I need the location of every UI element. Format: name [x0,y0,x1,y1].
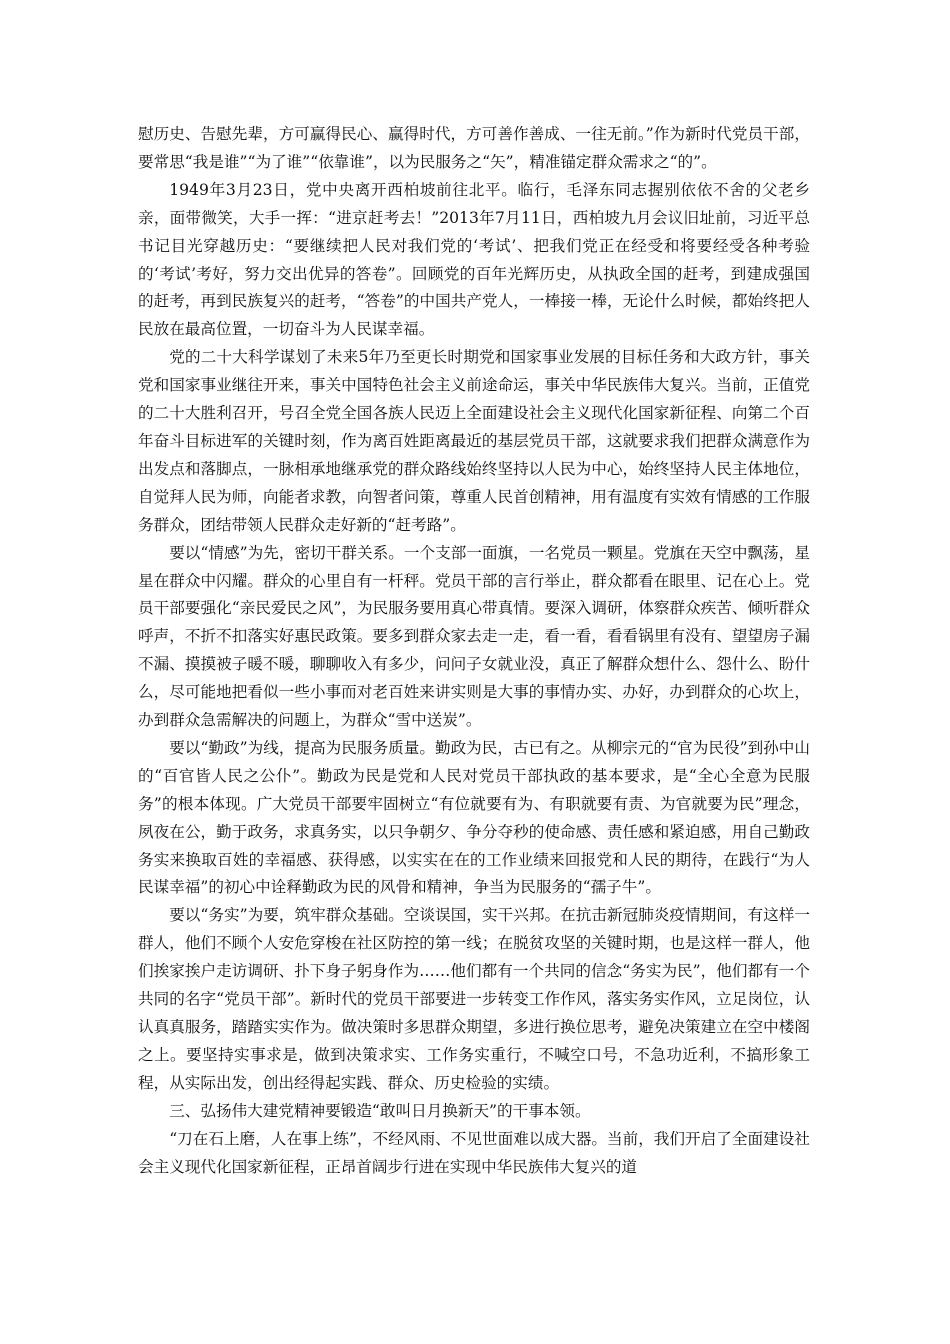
paragraph-emotion: 要以“情感”为先，密切干群关系。一个支部一面旗，一名党员一颗星。党旗在天空中飘荡，星星在群众中闪耀。群众的心里自有一杆秤。党员干部的言行举止，群众都看在眼里、记在心上。党员干部要强化“亲民爱民之风”，为民服务要用真心带真情。要深入调研，体察群众疾苦、倾听群众呼声，不折不扣落实好惠民政策。要多到群众家去走一走，看一看，看看锅里有没有、望望房子漏不漏、摸摸被子暖不暖，聊聊收入有多少，问问子女就业没，真正了解群众想什么、怨什么、盼什么，尽可能地把看似一些小事而对老百姓来讲实则是大事的事情办实、办好，办到群众的心坎上，办到群众急需解决的问题上，为群众“雪中送炭”。 [138,543,810,730]
section-heading-three: 三、弘扬伟大建党精神要锻造“敢叫日月换新天”的干事本领。 [169,1101,591,1120]
paragraph-knife-on-stone: “刀在石上磨，人在事上练”，不经风雨、不见世面难以成大器。当前，我们开启了全面建设社会主义现代化国家新征程，正昂首阔步行进在实现中华民族伟大复兴的道 [138,1129,810,1176]
paragraph-xibaipo: 1949年3月23日，党中央离开西柏坡前往北平。临行，毛泽东同志握别依依不舍的父老乡亲，面带微笑，大手一挥：“进京赶考去！”2013年7月11日，西柏坡九月会议旧址前，习近平总书记目光穿越历史：“要继续把人民对我们党的‘考试’、把我们党正在经受和将要经受各种考验的‘考试’考好，努力交出优异的答卷”。回顾党的百年光辉历史，从执政全国的赶考，到建成强国的赶考，再到民族复兴的赶考，“答卷”的中国共产党人，一棒接一棒，无论什么时候，都始终把人民放在最高位置，一切奋斗为人民谋幸福。 [138,180,810,339]
document-body [138,121,810,1181]
paragraph-pragmatism: 要以“务实”为要，筑牢群众基础。空谈误国，实干兴邦。在抗击新冠肺炎疫情期间，有这样一群人，他们不顾个人安危穿梭在社区防控的第一线；在脱贫攻坚的关键时期，也是这样一群人，他们挨家挨户走访调研、扑下身子躬身作为……他们都有一个共同的信念“务实为民”，他们都有一个共同的名字“党员干部”。新时代的党员干部要进一步转变工作作风，落实务实作风，立足岗位，认认真真服务，踏踏实实作为。做决策时多思群众期望，多进行换位思考，避免决策建立在空中楼阁之上。要坚持实事求是，做到决策求实、工作务实重行，不喊空口号，不急功近利，不搞形象工程，从实际出发，创出经得起实践、群众、历史检验的实绩。 [138,906,810,1092]
paragraph-diligence: 要以“勤政”为线，提高为民服务质量。勤政为民，古已有之。从柳宗元的“官为民役”到孙中山的“百官皆人民之公仆”。勤政为民是党和人民对党员干部执政的基本要求，是“全心全意为民服务”的根本体现。广大党员干部要牢固树立“有位就要有为、有职就要有责、为官就要为民”理念，夙夜在公，勤于政务，求真务实，以只争朝夕、争分夺秒的使命感、责任感和紧迫感，用自己勤政务实来换取百姓的幸福感、获得感，以实实在在的工作业绩来回报党和人民的期待，在践行“为人民谋幸福”的初心中诠释勤政为民的风骨和精神，争当为民服务的“孺子牛”。 [138,738,810,897]
paragraph-continued: 慰历史、告慰先辈，方可赢得民心、赢得时代，方可善作善成、一往无前。”作为新时代党员干部，要常思“我是谁”“为了谁”“依靠谁”，以为民服务之“矢”，精准锚定群众需求之“的”。 [138,125,810,171]
paragraph-twentieth-congress: 党的二十大科学谋划了未来5年乃至更长时期党和国家事业发展的目标任务和大政方针，事关党和国家事业继往开来，事关中国特色社会主义前途命运，事关中华民族伟大复兴。当前，正值党的二十大胜利召开，号召全党全国各族人民迈上全面建设社会主义现代化国家新征程、向第二个百年奋斗目标进军的关键时刻，作为离百姓距离最近的基层党员干部，这就要求我们把群众满意作为出发点和落脚点，一脉相承地继承党的群众路线始终坚持以人民为中心，始终坚持人民主体地位，自觉拜人民为师，向能者求教，向智者问策，尊重人民首创精神，用有温度有实效有情感的工作服务群众，团结带领人民群众走好新的“赶考路”。 [138,348,810,534]
